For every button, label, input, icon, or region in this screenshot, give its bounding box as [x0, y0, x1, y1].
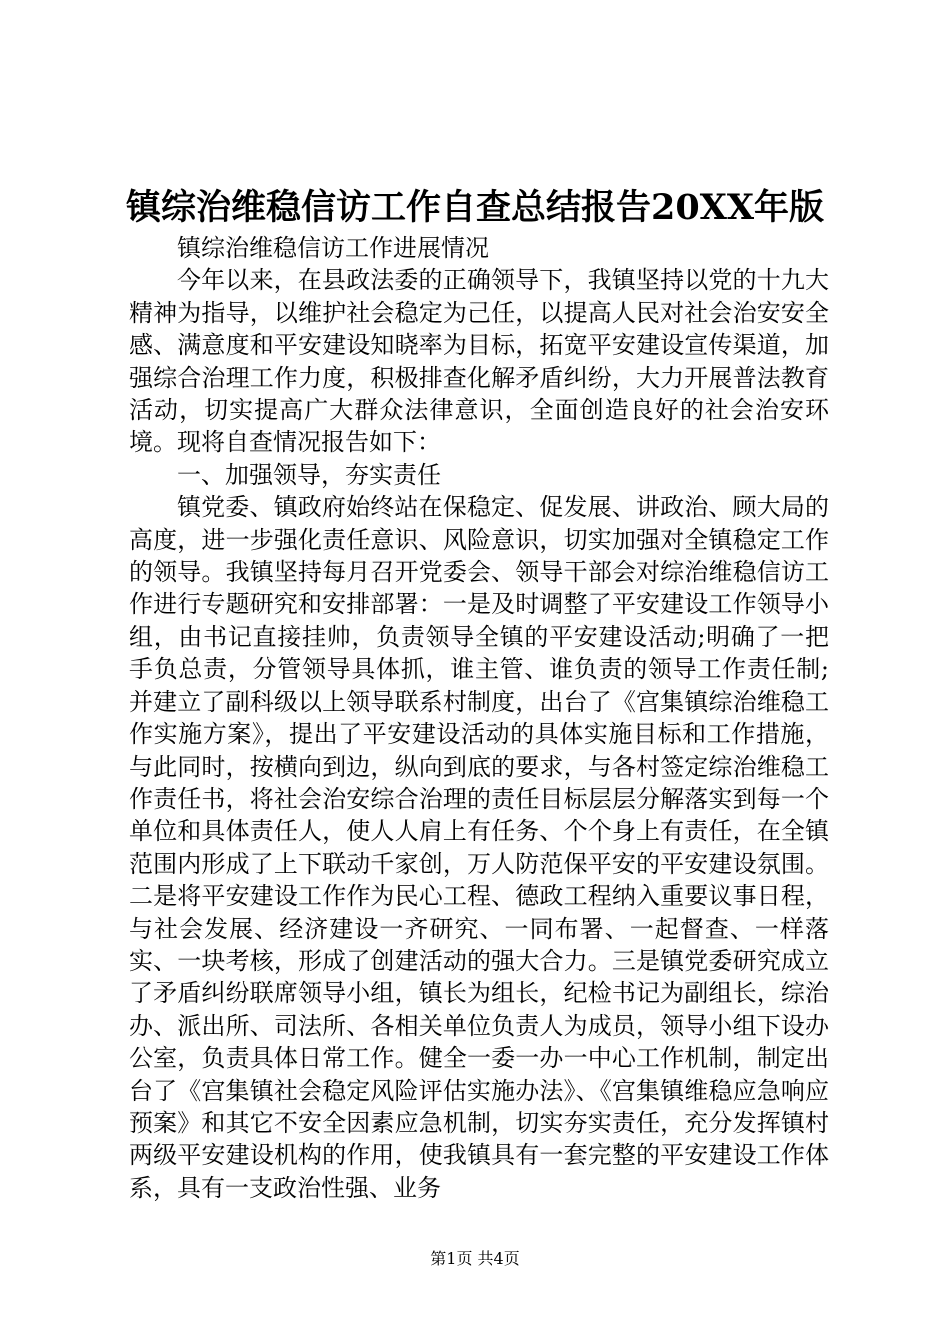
- document-body: [129, 232, 829, 1204]
- section-heading: 一、加强领导，夯实责任: [177, 460, 441, 489]
- intro-paragraph: 今年以来，在县政法委的正确领导下，我镇坚持以党的十九大精神为指导，以维护社会稳定为己任，以提高人民对社会治安安全感、满意度和平安建设知晓率为目标，拓宽平安建设宣传渠道，加强综合治理工作力度，积极排查化解矛盾纠纷，大力开展普法教育活动，切实提高广大群众法律意识，全面创造良好的社会治安环境。现将自查情况报告如下：: [129, 266, 829, 457]
- document-title: 镇综治维稳信访工作自查总结报告20XX年版: [125, 187, 825, 228]
- section-subtitle: 镇综治维稳信访工作进展情况: [177, 234, 489, 262]
- body-paragraph: 镇党委、镇政府始终站在保稳定、促发展、讲政治、顾大局的高度，进一步强化责任意识、风险意识，切实加强对全镇稳定工作的领导。我镇坚持每月召开党委会、领导干部会对综治维稳信访工作进行专题研究和安排部署：一是及时调整了平安建设工作领导小组，由书记直接挂帅，负责领导全镇的平安建设活动;明确了一把手负总责，分管领导具体抓，谁主管、谁负责的领导工作责任制;并建立了副科级以上领导联系村制度，出台了《宫集镇综治维稳工作实施方案》，提出了平安建设活动的具体实施目标和工作措施，与此同时，按横向到边，纵向到底的要求，与各村签定综治维稳工作责任书，将社会治安综合治理的责任目标层层分解落实到每一个单位和具体责任人，使人人肩上有任务、个个身上有责任，在全镇范围内形成了上下联动千家创，万人防范保平安的平安建设氛围。二是将平安建设工作作为民心工程、德政工程纳入重要议事日程，与社会发展、经济建设一齐研究、一同布署、一起督查、一样落实、一块考核，形成了创建活动的强大合力。三是镇党委研究成立了矛盾纠纷联席领导小组，镇长为组长，纪检书记为副组长，综治办、派出所、司法所、各相关单位负责人为成员，领导小组下设办公室，负责具体日常工作。健全一委一办一中心工作机制，制定出台了《宫集镇社会稳定风险评估实施办法》、《宫集镇维稳应急响应预案》和其它不安全因素应急机制，切实夯实责任，充分发挥镇村两级平安建设机构的作用，使我镇具有一套完整的平安建设工作体系，具有一支政治性强、业务: [129, 493, 829, 1202]
- page-footer: 第1页 共4页: [430, 1249, 520, 1268]
